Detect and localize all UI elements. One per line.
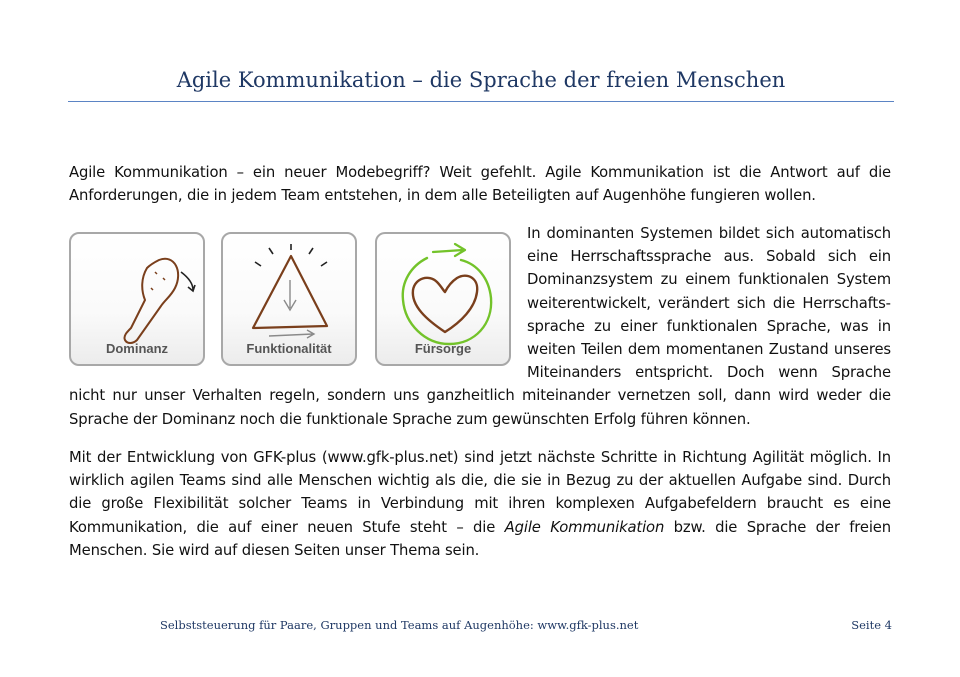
card-dominanz [69, 232, 205, 366]
card-fuersorge [375, 232, 511, 366]
page-title: Agile Kommunikation – die Sprache der freien Menschen [176, 68, 786, 92]
page-number: Seite 4 [851, 618, 892, 632]
card-label-fuersorge: Fürsorge [414, 341, 472, 356]
footer-left: Selbststeuerung für Paare, Gruppen und Teams auf Augenhöhe: www.gfk-plus.net [160, 618, 639, 632]
paragraph-gfk-plus [69, 446, 891, 562]
concept-figure [69, 224, 519, 374]
card-label-dominanz: Dominanz [105, 341, 169, 356]
p3-emphasis: Agile Kommunikation [504, 518, 665, 536]
paragraph-intro: Agile Kommunikation – ein neuer Modebegriff? Weit gefehlt. Agile Kommunikation ist die Antwort auf die Anforderungen, die in jedem Team entstehen, in dem alle Beteiligten auf Augenhöhe fungieren wollen. [69, 164, 891, 205]
p3-text-before: Mit der Entwicklung von GFK-plus (www.gfk-plus.net) sind jetzt nächste Schritte in Richtung Agilität möglich. In wirklich agilen Teams sind alle Menschen wichtig als die, die sie in Bezug zu der aktuellen Aufgabe sind. Durch die große Flexibilität solcher Teams in Verbindung mit ihren komplexen Aufgabefeldern braucht es eine Kommunikation, die auf einer neuen Stufe steht – die [69, 449, 891, 536]
card-funktionalitaet [221, 232, 357, 366]
p3-text-after: bzw. die Sprache der freien Menschen. Sie wird auf diesen Seiten unser Thema sein. [69, 518, 891, 559]
title-rule [68, 101, 894, 102]
paragraph-dominance: In dominanten Systemen bildet sich automatisch eine Herrschaftssprache aus. Sobald sich ein Dominanzsystem zu einem funktionalen System weiterentwickelt, verändert sich die Herrschaftssprache zu einer funktionalen Sprache, was in weiten Teilen dem momentanen Zustand unseres Miteinanders entspricht. Doch wenn Sprache nicht nur unser Verhalten regeln, sondern uns ganzheitlich miteinander vernetzen soll, dann wird weder die Sprache der Dominanz noch die funktionale Sprache zum gewünschten Erfolg führen können. [69, 225, 891, 428]
card-label-funktionalitaet: Funktionalität [246, 341, 332, 356]
figure-text-block [69, 222, 891, 432]
